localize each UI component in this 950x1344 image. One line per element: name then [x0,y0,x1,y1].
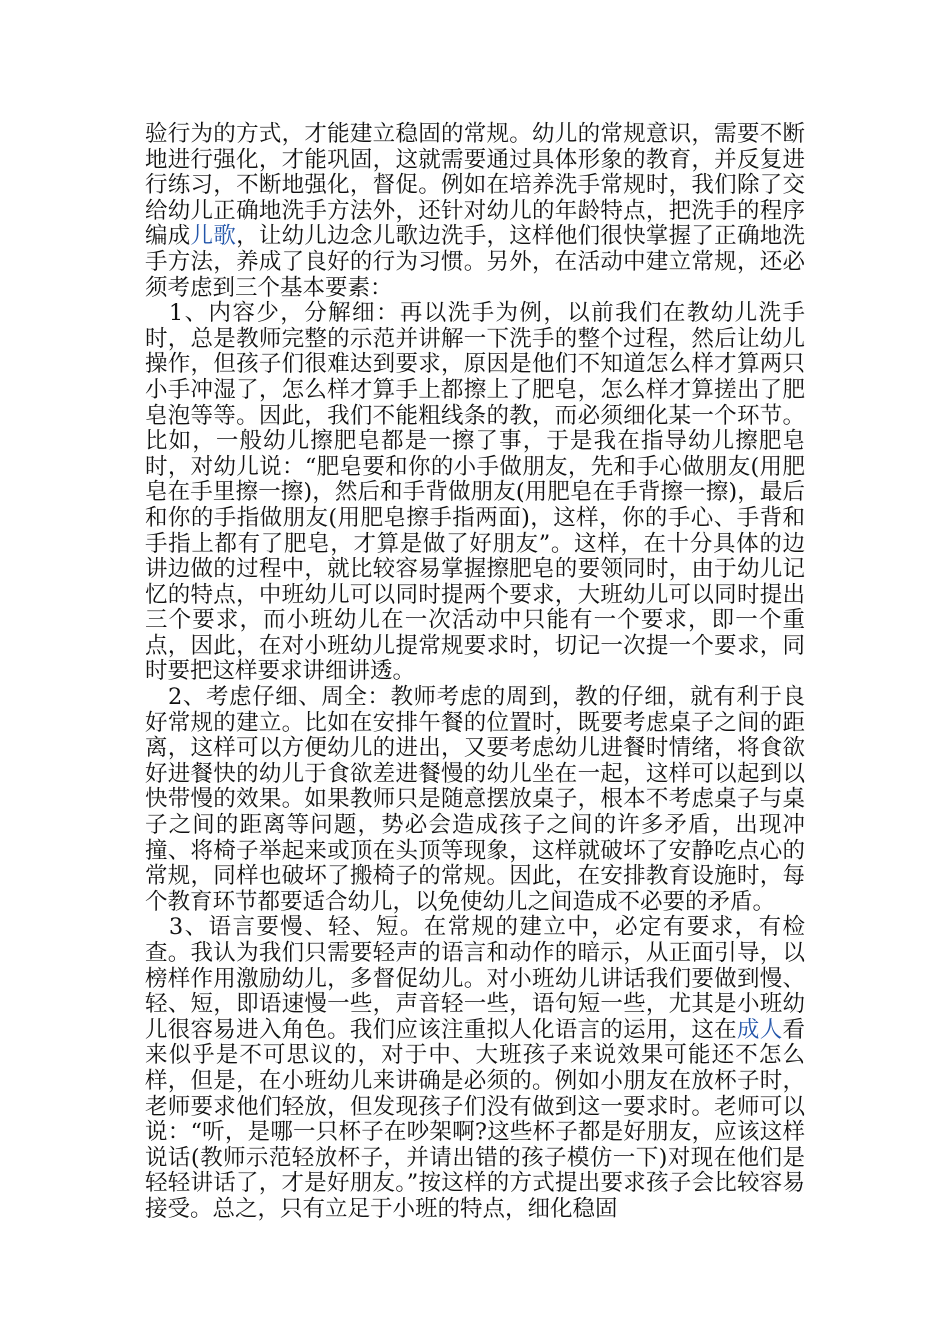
paragraph-text: 3、语言要慢、轻、短。在常规的建立中，必定有要求，有检查。我认为我们只需要轻声的语言和动作的暗示，从正面引导，以榜样作用激励幼儿，多督促幼儿。对小班幼儿讲话我们要做到慢、轻、短，即语速慢一些，声音轻一些，语句短一些，尤其是小班幼儿很容易进入角色。我们应该注重拟人化语言的运用，这在 [145,914,805,1043]
paragraph-point-2: 2、考虑仔细、周全：教师考虑的周到，教的仔细，就有利于良好常规的建立。比如在安排午餐的位置时，既要考虑桌子之间的距离，这样可以方便幼儿的进出，又要考虑幼儿进餐时情绪，将食欲好进餐快的幼儿于食欲差进餐慢的幼儿坐在一起，这样可以起到以快带慢的效果。如果教师只是随意摆放桌子，根本不考虑桌子与桌子之间的距离等问题，势必会造成孩子之间的许多矛盾，出现冲撞、将椅子举起来或顶在头顶等现象，这样就破坏了安静吃点心的常规，同样也破坏了搬椅子的常规。因此，在安排教育设施时，每个教育环节都要适合幼儿，以免使幼儿之间造成不必要的矛盾。 [145,684,805,915]
paragraph-text: 验行为的方式，才能建立稳固的常规。幼儿的常规意识，需要不断地进行强化，才能巩固，这就需要通过具体形象的教育，并反复进行练习，不断地强化，督促。例如在培养洗手常规时，我们除了交给幼儿正确地洗手方法外，还针对幼儿的年龄特点，把洗手的程序编成 [145,121,805,250]
paragraph-text: 看来似乎是不可思议的，对于中、大班孩子来说效果可能还不怎么样，但是，在小班幼儿来讲确是必须的。例如小朋友在放杯子时，老师要求他们轻放，但发现孩子们没有做到这一要求时。老师可以说：“听，是哪一只杯子在吵架啊?这些杯子都是好朋友，应该这样说话(教师示范轻放杯子，并请出错的孩子模仿一下)对现在他们是轻轻讲话了，才是好朋友。”按这样的方式提出要求孩子会比较容易接受。总之，只有立足于小班的特点，细化稳固 [145,1016,805,1222]
document-page [145,122,805,1223]
paragraph-intro [145,122,805,301]
link-adult[interactable]: 成人 [736,1016,783,1043]
paragraph-point-3 [145,915,805,1222]
paragraph-point-1: 1、内容少，分解细：再以洗手为例，以前我们在教幼儿洗手时，总是教师完整的示范并讲解一下洗手的整个过程，然后让幼儿操作，但孩子们很难达到要求，原因是他们不知道怎么样才算两只小手冲湿了，怎么样才算手上都擦上了肥皂，怎么样才算搓出了肥皂泡等等。因此，我们不能粗线条的教，而必须细化某一个环节。比如，一般幼儿擦肥皂都是一擦了事，于是我在指导幼儿擦肥皂时，对幼儿说：“肥皂要和你的小手做朋友，先和手心做朋友(用肥皂在手里擦一擦)，然后和手背做朋友(用肥皂在手背擦一擦)，最后和你的手指做朋友(用肥皂擦手指两面)，这样，你的手心、手背和手指上都有了肥皂，才算是做了好朋友”。这样，在十分具体的边讲边做的过程中，就比较容易掌握擦肥皂的要领同时，由于幼儿记忆的特点，中班幼儿可以同时提两个要求，大班幼儿可以同时提出三个要求，而小班幼儿在一次活动中只能有一个要求，即一个重点，因此，在对小班幼儿提常规要求时，切记一次提一个要求，同时要把这样要求讲细讲透。 [145,300,805,685]
paragraph-text: ，让幼儿边念儿歌边洗手，这样他们很快掌握了正确地洗手方法，养成了良好的行为习惯。另外，在活动中建立常规，还必须考虑到三个基本要素： [145,223,805,301]
link-nursery-rhyme[interactable]: 儿歌 [190,223,237,250]
